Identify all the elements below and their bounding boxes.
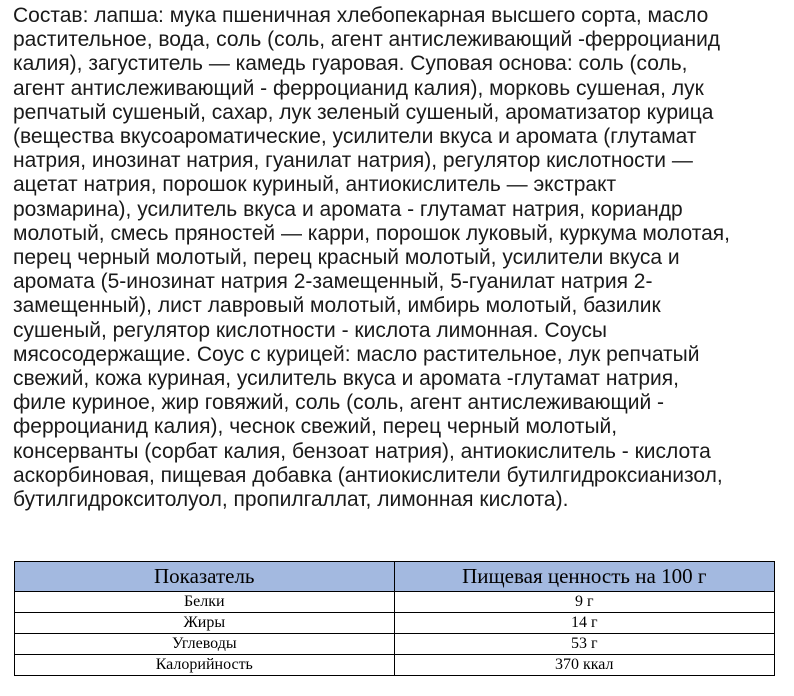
composition-line: аскорбиновая, пищевая добавка (антиокислители бутилгидроксианизол,	[13, 463, 723, 487]
table-row	[15, 613, 775, 634]
cell-value: 14 г	[394, 613, 774, 634]
composition-line: перец черный молотый, перец красный молотый, усилители вкуса и	[13, 246, 680, 270]
cell-indicator: Углеводы	[15, 634, 395, 655]
cell-value: 9 г	[394, 592, 774, 613]
composition-text	[13, 4, 785, 512]
composition-line: сушеный, регулятор кислотности - кислота лимонная. Соусы	[13, 318, 607, 342]
composition-line: Состав: лапша: мука пшеничная хлебопекарная высшего сорта, масло	[13, 4, 709, 27]
cell-indicator: Калорийность	[15, 655, 395, 676]
composition-line: агент антислеживающий - ферроцианид калия), морковь сушеная, лук	[13, 76, 704, 100]
composition-line: бутилгидрокситолуол, пропилгаллат, лимонная кислота).	[13, 488, 569, 512]
composition-line: мясосодержащие. Соус с курицей: масло растительное, лук репчатый	[13, 342, 700, 366]
header-nutrition-value: Пищевая ценность на 100 г	[394, 562, 774, 592]
header-indicator: Показатель	[15, 562, 395, 592]
table-header-row	[15, 562, 775, 592]
composition-line: ацетат натрия, порошок куриный, антиокислитель — экстракт	[13, 173, 617, 197]
cell-value: 53 г	[394, 634, 774, 655]
composition-line: молотый, смесь пряностей — карри, порошок луковый, куркума молотая,	[13, 221, 730, 245]
table-row	[15, 634, 775, 655]
cell-value: 370 ккал	[394, 655, 774, 676]
composition-line: репчатый сушеный, сахар, лук зеленый сушеный, ароматизатор курица	[13, 100, 714, 124]
composition-line: растительное, вода, соль (соль, агент антислеживающий -ферроцианид	[13, 28, 721, 52]
composition-line: ферроцианид калия), чеснок свежий, перец черный молотый,	[13, 415, 618, 439]
cell-indicator: Белки	[15, 592, 395, 613]
composition-line: калия), загуститель — камедь гуаровая. Суповая основа: соль (соль,	[13, 52, 688, 76]
cell-indicator: Жиры	[15, 613, 395, 634]
composition-line: консерванты (сорбат калия, бензоат натрия), антиокислитель - кислота	[13, 439, 711, 463]
composition-line: (вещества вкусоароматические, усилители вкуса и аромата (глутамат	[13, 125, 697, 149]
composition-line: натрия, инозинат натрия, гуанилат натрия), регулятор кислотности —	[13, 149, 693, 173]
composition-line: филе куриное, жир говяжий, соль (соль, агент антислеживающий -	[13, 391, 665, 415]
table-row	[15, 655, 775, 676]
composition-line: аромата (5-инозинат натрия 2-замещенный, 5-гуанилат натрия 2-	[13, 270, 653, 294]
nutrition-table	[14, 561, 775, 676]
composition-line: замещенный), лист лавровый молотый, имбирь молотый, базилик	[13, 294, 661, 318]
composition-line: свежий, кожа куриная, усилитель вкуса и аромата -глутамат натрия,	[13, 367, 679, 391]
composition-line: розмарина), усилитель вкуса и аромата - глутамат натрия, кориандр	[13, 197, 683, 221]
table-row	[15, 592, 775, 613]
